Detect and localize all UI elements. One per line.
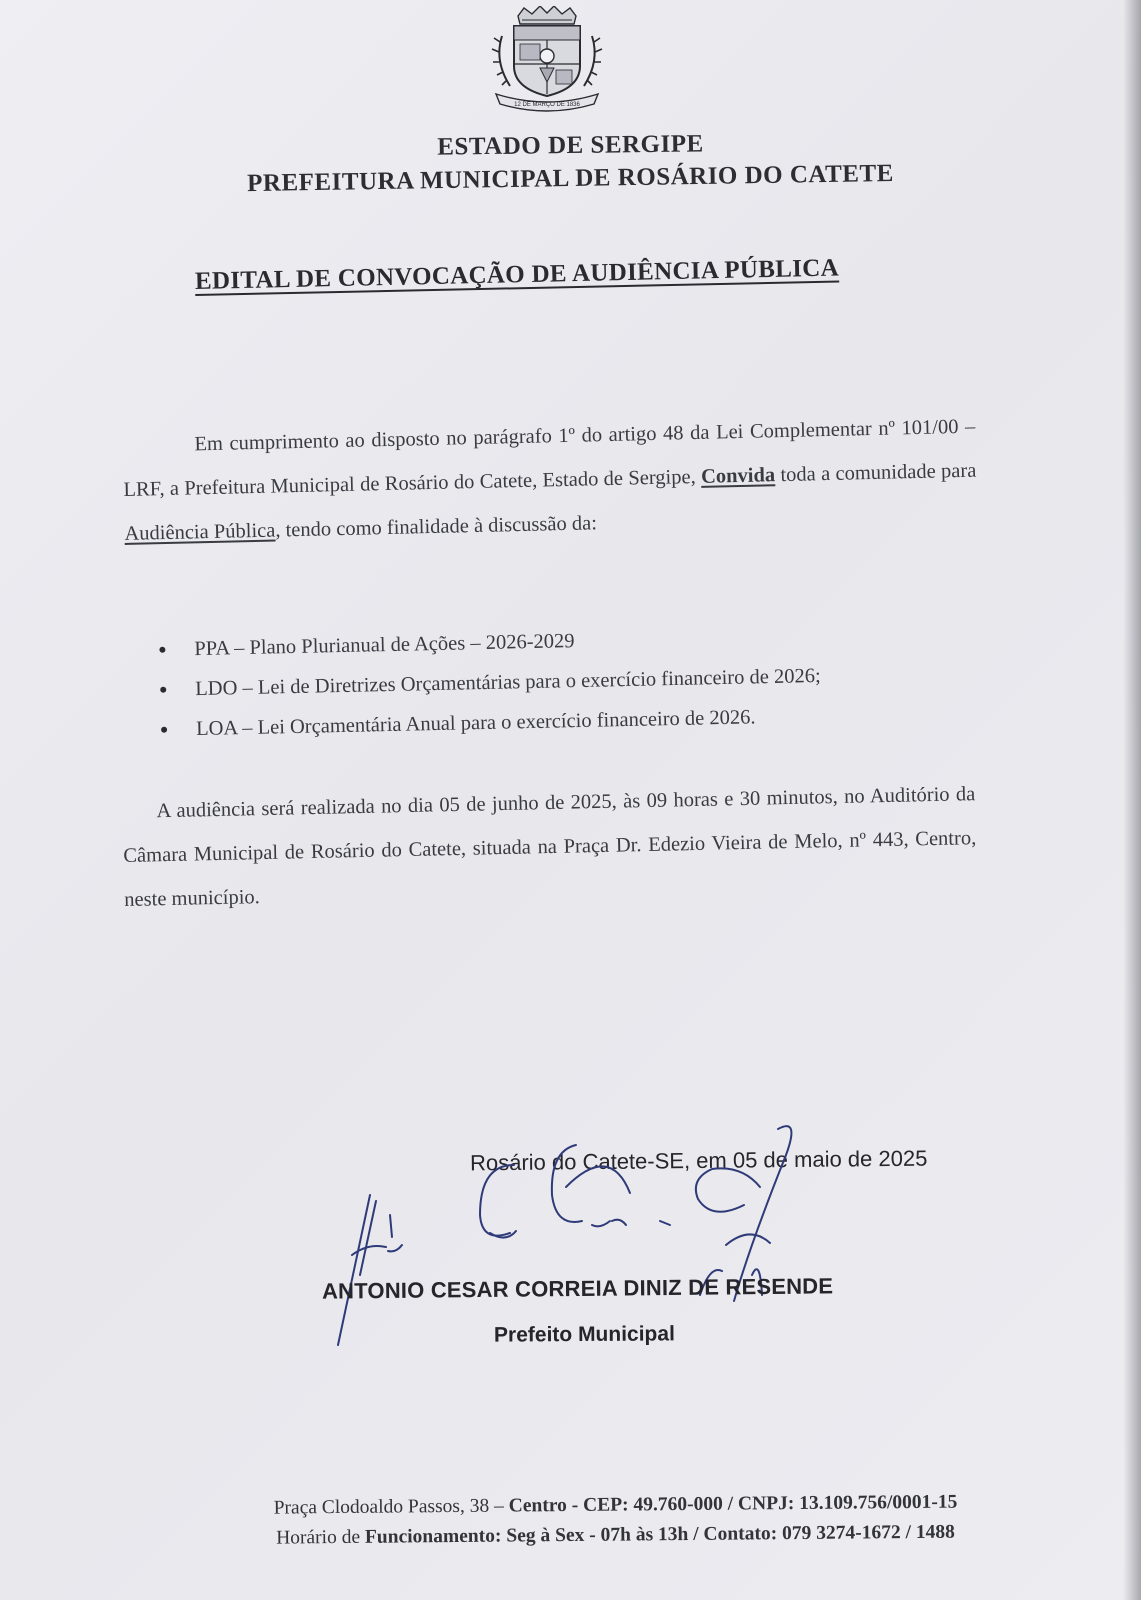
page-edge-shadow: [1123, 0, 1141, 1600]
municipal-coat-of-arms: [488, 6, 606, 114]
document-title: EDITAL DE CONVOCAÇÃO DE AUDIÊNCIA PÚBLICA: [194, 254, 840, 295]
intro-text-part3: , tendo como finalidade à discussão da:: [275, 512, 598, 542]
list-item: LOA – Lei Orçamentária Anual para o exercício financeiro de 2026.: [152, 696, 822, 750]
crest-ribbon-text: 12 DE MARÇO DE 1836: [514, 102, 580, 108]
header-city-hall: PREFEITURA MUNICIPAL DE ROSÁRIO DO CATETE: [246, 159, 895, 198]
signer-role: Prefeito Municipal: [493, 1322, 675, 1347]
intro-paragraph: [122, 405, 978, 556]
intro-text-part2: toda a comunidade para: [774, 459, 977, 487]
footer-address-rest: Centro - CEP: 49.760-000 / CNPJ: 13.109.756/0001-15: [508, 1491, 958, 1517]
header-state: ESTADO DE SERGIPE: [437, 130, 704, 161]
convida-word: Convida: [700, 464, 776, 488]
intro-text-part1: Em cumprimento ao disposto no parágrafo 1º do artigo 48 da Lei Complementar nº 101/00 – LRF, a Prefeitura Municipal de Rosário do Catete, Estado de Sergipe,: [123, 415, 976, 501]
handwritten-signature: [330, 1125, 810, 1355]
audiencia-publica-word: Audiência Pública: [124, 519, 276, 545]
schedule-paragraph: A audiência será realizada no dia 05 de junho de 2025, às 09 horas e 30 minutos, no Auditório da Câmara Municipal de Rosário do Catete, situada na Praça Dr. Edezio Vieira de Melo, nº 443, Centro, neste município.: [123, 783, 977, 911]
footer-hours: [0, 1520, 1141, 1552]
footer-hours-rest: Funcionamento: Seg à Sex - 07h às 13h / Contato: 079 3274-1672 / 1488: [364, 1521, 955, 1548]
list-item: PPA – Plano Plurianual de Ações – 2026-2029: [150, 616, 820, 670]
topics-list: [150, 616, 822, 750]
footer-address: [0, 1490, 1141, 1522]
list-item: LDO – Lei de Diretrizes Orçamentárias para o exercício financeiro de 2026;: [151, 656, 821, 710]
signer-name: ANTONIO CESAR CORREIA DINIZ DE RESENDE: [321, 1273, 834, 1304]
footer-address-label: Praça Clodoaldo Passos, 38 –: [273, 1495, 509, 1519]
place-date: Rosário do Catete-SE, em 05 de maio de 2025: [469, 1145, 928, 1176]
footer-hours-label: Horário de: [276, 1526, 366, 1549]
